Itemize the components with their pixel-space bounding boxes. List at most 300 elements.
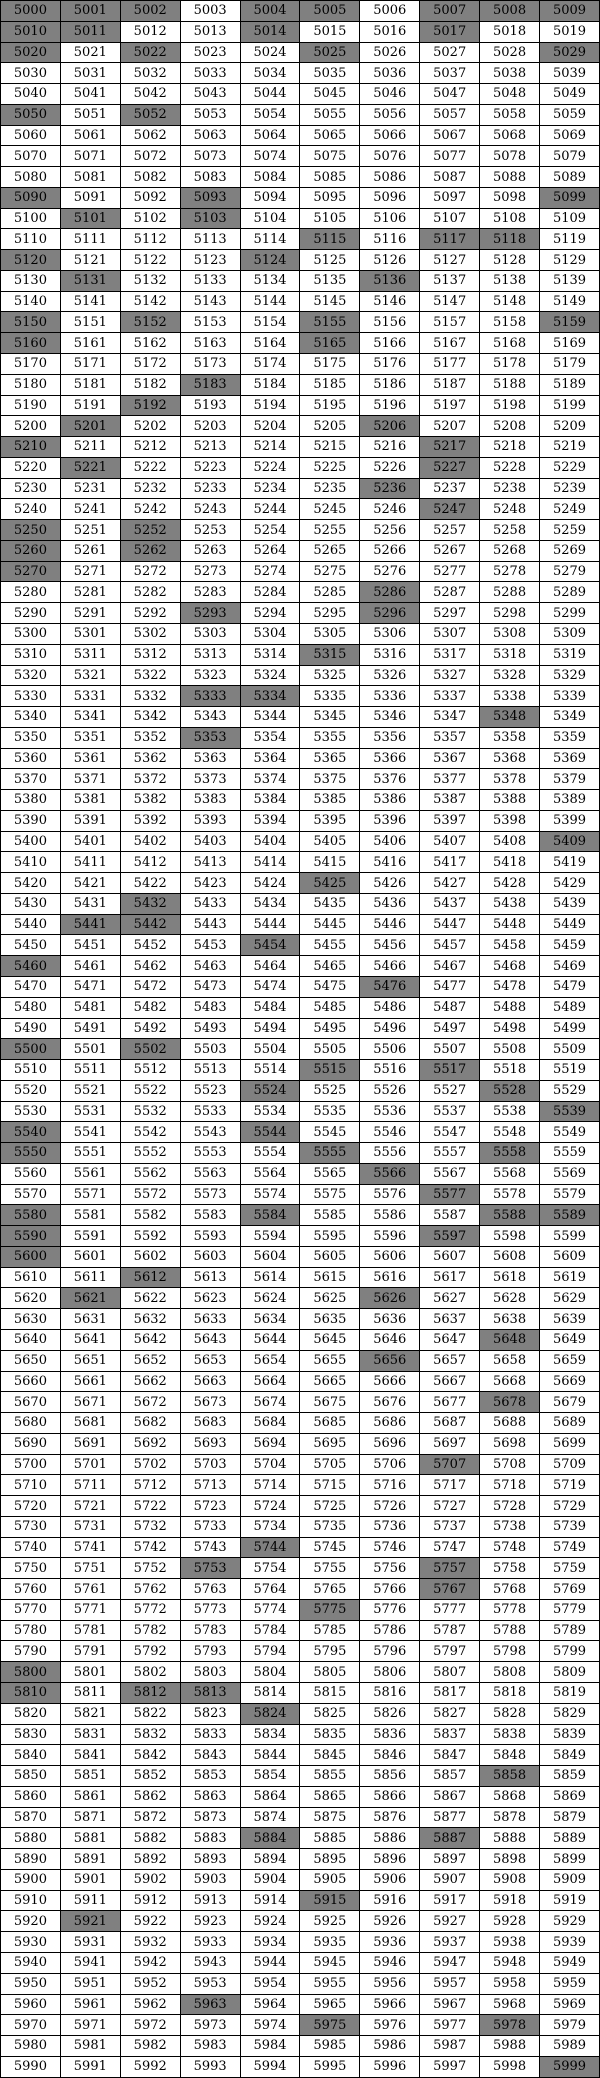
number-cell: 5365 [300,748,360,769]
table-row [1,1662,600,1683]
number-cell: 5994 [240,2056,300,2077]
number-cell: 5176 [360,354,420,375]
number-cell: 5122 [120,250,180,271]
number-cell: 5912 [120,1890,180,1911]
number-cell: 5039 [540,63,600,84]
number-cell: 5223 [180,457,240,478]
number-cell: 5764 [240,1579,300,1600]
number-cell: 5534 [240,1101,300,1122]
number-cell: 5423 [180,873,240,894]
number-cell: 5527 [420,1080,480,1101]
table-row [1,1018,600,1039]
number-cell: 5311 [60,644,120,665]
number-cell: 5273 [180,561,240,582]
number-cell: 5605 [300,1246,360,1267]
number-cell: 5574 [240,1184,300,1205]
number-cell: 5786 [360,1620,420,1641]
number-cell: 5591 [60,1226,120,1247]
number-cell: 5119 [540,229,600,250]
number-cell: 5141 [60,291,120,312]
number-cell: 5626 [360,1288,420,1309]
number-cell: 5284 [240,582,300,603]
number-cell: 5241 [60,499,120,520]
number-cell: 5264 [240,540,300,561]
number-cell: 5360 [1,748,61,769]
number-cell: 5127 [420,250,480,271]
number-cell: 5074 [240,146,300,167]
number-cell: 5779 [540,1599,600,1620]
number-cell: 5794 [240,1641,300,1662]
number-cell: 5868 [480,1786,540,1807]
number-cell: 5875 [300,1807,360,1828]
number-cell: 5402 [120,831,180,852]
number-cell: 5379 [540,769,600,790]
number-cell: 5863 [180,1786,240,1807]
number-cell: 5355 [300,727,360,748]
number-cell: 5706 [360,1454,420,1475]
number-cell: 5227 [420,457,480,478]
number-cell: 5515 [300,1060,360,1081]
number-cell: 5639 [540,1309,600,1330]
number-cell: 5314 [240,644,300,665]
table-row [1,914,600,935]
number-cell: 5567 [420,1163,480,1184]
number-cell: 5606 [360,1246,420,1267]
number-cell: 5546 [360,1122,420,1143]
number-cell: 5735 [300,1516,360,1537]
number-cell: 5191 [60,395,120,416]
number-cell: 5866 [360,1786,420,1807]
number-cell: 5521 [60,1080,120,1101]
table-row [1,852,600,873]
number-cell: 5043 [180,84,240,105]
number-cell: 5494 [240,1018,300,1039]
number-cell: 5492 [120,1018,180,1039]
number-cell: 5103 [180,208,240,229]
number-cell: 5529 [540,1080,600,1101]
number-cell: 5686 [360,1413,420,1434]
number-cell: 5157 [420,312,480,333]
number-cell: 5095 [300,187,360,208]
number-cell: 5472 [120,976,180,997]
number-cell: 5069 [540,125,600,146]
number-cell: 5856 [360,1766,420,1787]
table-row [1,873,600,894]
number-cell: 5217 [420,437,480,458]
number-cell: 5880 [1,1828,61,1849]
number-cell: 5042 [120,84,180,105]
number-cell: 5590 [1,1226,61,1247]
number-cell: 5927 [420,1911,480,1932]
number-cell: 5795 [300,1641,360,1662]
number-cell: 5300 [1,623,61,644]
number-cell: 5457 [420,935,480,956]
number-cell: 5523 [180,1080,240,1101]
number-cell: 5148 [480,291,540,312]
number-cell: 5589 [540,1205,600,1226]
number-cell: 5578 [480,1184,540,1205]
number-cell: 5187 [420,374,480,395]
number-cell: 5535 [300,1101,360,1122]
number-cell: 5394 [240,810,300,831]
table-row [1,540,600,561]
number-cell: 5214 [240,437,300,458]
number-cell: 5171 [60,354,120,375]
number-cell: 5667 [420,1371,480,1392]
number-cell: 5796 [360,1641,420,1662]
number-cell: 5851 [60,1766,120,1787]
number-cell: 5061 [60,125,120,146]
number-cell: 5519 [540,1060,600,1081]
number-cell: 5687 [420,1413,480,1434]
number-cell: 5895 [300,1849,360,1870]
number-cell: 5307 [420,623,480,644]
number-cell: 5219 [540,437,600,458]
number-cell: 5668 [480,1371,540,1392]
number-cell: 5548 [480,1122,540,1143]
number-cell: 5325 [300,665,360,686]
number-cell: 5421 [60,873,120,894]
number-cell: 5947 [420,1952,480,1973]
number-cell: 5320 [1,665,61,686]
number-cell: 5170 [1,354,61,375]
number-cell: 5101 [60,208,120,229]
number-cell: 5329 [540,665,600,686]
number-cell: 5693 [180,1433,240,1454]
number-cell: 5108 [480,208,540,229]
number-cell: 5440 [1,914,61,935]
number-cell: 5990 [1,2056,61,2077]
number-cell: 5278 [480,561,540,582]
number-cell: 5052 [120,104,180,125]
number-cell: 5120 [1,250,61,271]
number-cell: 5580 [1,1205,61,1226]
number-cell: 5748 [480,1537,540,1558]
number-cell: 5943 [180,1952,240,1973]
number-cell: 5251 [60,520,120,541]
number-cell: 5837 [420,1724,480,1745]
table-row [1,1558,600,1579]
number-cell: 5879 [540,1807,600,1828]
number-cell: 5555 [300,1143,360,1164]
number-cell: 5271 [60,561,120,582]
number-cell: 5761 [60,1579,120,1600]
table-row [1,104,600,125]
number-cell: 5020 [1,42,61,63]
table-row [1,582,600,603]
number-cell: 5432 [120,893,180,914]
number-cell: 5791 [60,1641,120,1662]
number-cell: 5336 [360,686,420,707]
number-cell: 5135 [300,270,360,291]
number-cell: 5649 [540,1330,600,1351]
number-cell: 5169 [540,333,600,354]
number-cell: 5134 [240,270,300,291]
number-cell: 5159 [540,312,600,333]
number-cell: 5577 [420,1184,480,1205]
number-cell: 5143 [180,291,240,312]
number-cell: 5799 [540,1641,600,1662]
number-cell: 5933 [180,1932,240,1953]
number-cell: 5979 [540,2015,600,2036]
number-cell: 5354 [240,727,300,748]
number-cell: 5814 [240,1683,300,1704]
number-cell: 5199 [540,395,600,416]
number-cell: 5784 [240,1620,300,1641]
number-cell: 5645 [300,1330,360,1351]
number-cell: 5675 [300,1392,360,1413]
number-cell: 5086 [360,167,420,188]
number-cell: 5487 [420,997,480,1018]
number-cell: 5146 [360,291,420,312]
table-row [1,1454,600,1475]
number-cell: 5575 [300,1184,360,1205]
number-cell: 5384 [240,790,300,811]
number-cell: 5689 [540,1413,600,1434]
number-cell: 5925 [300,1911,360,1932]
number-cell: 5017 [420,21,480,42]
number-cell: 5929 [540,1911,600,1932]
number-cell: 5543 [180,1122,240,1143]
number-cell: 5889 [540,1828,600,1849]
number-cell: 5557 [420,1143,480,1164]
number-cell: 5096 [360,187,420,208]
number-cell: 5841 [60,1745,120,1766]
number-cell: 5776 [360,1599,420,1620]
number-cell: 5353 [180,727,240,748]
number-cell: 5762 [120,1579,180,1600]
number-cell: 5613 [180,1267,240,1288]
number-cell: 5581 [60,1205,120,1226]
number-cell: 5213 [180,437,240,458]
number-cell: 5156 [360,312,420,333]
number-cell: 5499 [540,1018,600,1039]
number-cell: 5931 [60,1932,120,1953]
number-cell: 5252 [120,520,180,541]
number-cell: 5400 [1,831,61,852]
number-cell: 5552 [120,1143,180,1164]
number-cell: 5322 [120,665,180,686]
number-cell: 5294 [240,603,300,624]
number-cell: 5387 [420,790,480,811]
number-cell: 5565 [300,1163,360,1184]
number-cell: 5741 [60,1537,120,1558]
number-cell: 5429 [540,873,600,894]
number-cell: 5060 [1,125,61,146]
number-cell: 5504 [240,1039,300,1060]
number-cell: 5695 [300,1433,360,1454]
number-cell: 5158 [480,312,540,333]
number-cell: 5149 [540,291,600,312]
number-cell: 5087 [420,167,480,188]
number-cell: 5452 [120,935,180,956]
number-cell: 5088 [480,167,540,188]
number-cell: 5097 [420,187,480,208]
number-cell: 5688 [480,1413,540,1434]
number-cell: 5431 [60,893,120,914]
number-cell: 5781 [60,1620,120,1641]
number-cell: 5818 [480,1683,540,1704]
number-cell: 5772 [120,1599,180,1620]
number-cell: 5954 [240,1973,300,1994]
table-row [1,84,600,105]
number-cell: 5545 [300,1122,360,1143]
number-cell: 5456 [360,935,420,956]
number-cell: 5435 [300,893,360,914]
number-cell: 5041 [60,84,120,105]
number-cell: 5090 [1,187,61,208]
number-cell: 5930 [1,1932,61,1953]
table-row [1,291,600,312]
number-cell: 5024 [240,42,300,63]
number-cell: 5883 [180,1828,240,1849]
number-cell: 5570 [1,1184,61,1205]
number-cell: 5319 [540,644,600,665]
number-cell: 5587 [420,1205,480,1226]
number-cell: 5238 [480,478,540,499]
number-cell: 5493 [180,1018,240,1039]
number-cell: 5508 [480,1039,540,1060]
number-cell: 5554 [240,1143,300,1164]
table-row [1,665,600,686]
number-cell: 5914 [240,1890,300,1911]
number-cell: 5833 [180,1724,240,1745]
number-cell: 5785 [300,1620,360,1641]
number-cell: 5882 [120,1828,180,1849]
table-row [1,208,600,229]
number-cell: 5282 [120,582,180,603]
number-cell: 5288 [480,582,540,603]
number-cell: 5641 [60,1330,120,1351]
number-cell: 5471 [60,976,120,997]
number-cell: 5398 [480,810,540,831]
number-cell: 5075 [300,146,360,167]
number-cell: 5909 [540,1869,600,1890]
table-row [1,1309,600,1330]
number-cell: 5413 [180,852,240,873]
number-cell: 5163 [180,333,240,354]
number-cell: 5604 [240,1246,300,1267]
number-cell: 5858 [480,1766,540,1787]
number-cell: 5753 [180,1558,240,1579]
number-cell: 5071 [60,146,120,167]
number-cell: 5995 [300,2056,360,2077]
table-row [1,229,600,250]
number-cell: 5942 [120,1952,180,1973]
number-cell: 5801 [60,1662,120,1683]
number-cell: 5490 [1,1018,61,1039]
number-cell: 5078 [480,146,540,167]
number-cell: 5481 [60,997,120,1018]
number-cell: 5787 [420,1620,480,1641]
number-cell: 5918 [480,1890,540,1911]
number-cell: 5844 [240,1745,300,1766]
number-cell: 5249 [540,499,600,520]
number-cell: 5972 [120,2015,180,2036]
number-cell: 5803 [180,1662,240,1683]
number-cell: 5026 [360,42,420,63]
number-cell: 5318 [480,644,540,665]
number-cell: 5230 [1,478,61,499]
number-cell: 5928 [480,1911,540,1932]
number-cell: 5597 [420,1226,480,1247]
number-cell: 5715 [300,1475,360,1496]
number-cell: 5705 [300,1454,360,1475]
number-cell: 5983 [180,2036,240,2057]
number-cell: 5915 [300,1890,360,1911]
number-cell: 5601 [60,1246,120,1267]
number-cell: 5986 [360,2036,420,2057]
table-row [1,1060,600,1081]
number-cell: 5583 [180,1205,240,1226]
number-cell: 5349 [540,707,600,728]
number-cell: 5984 [240,2036,300,2057]
table-row [1,1122,600,1143]
number-cell: 5993 [180,2056,240,2077]
number-cell: 5904 [240,1869,300,1890]
number-cell: 5806 [360,1662,420,1683]
table-row [1,748,600,769]
number-cell: 5190 [1,395,61,416]
number-cell: 5647 [420,1330,480,1351]
number-cell: 5306 [360,623,420,644]
number-cell: 5739 [540,1516,600,1537]
table-row [1,21,600,42]
number-cell: 5032 [120,63,180,84]
number-cell: 5403 [180,831,240,852]
number-cell: 5729 [540,1496,600,1517]
number-cell: 5287 [420,582,480,603]
number-cell: 5870 [1,1807,61,1828]
number-cell: 5201 [60,416,120,437]
number-cell: 5992 [120,2056,180,2077]
number-cell: 5643 [180,1330,240,1351]
number-cell: 5828 [480,1703,540,1724]
number-cell: 5054 [240,104,300,125]
number-cell: 5179 [540,354,600,375]
number-cell: 5203 [180,416,240,437]
number-cell: 5359 [540,727,600,748]
number-cell: 5966 [360,1994,420,2015]
number-cell: 5802 [120,1662,180,1683]
number-cell: 5869 [540,1786,600,1807]
number-cell: 5982 [120,2036,180,2057]
number-cell: 5012 [120,21,180,42]
table-row [1,333,600,354]
number-cell: 5204 [240,416,300,437]
number-cell: 5637 [420,1309,480,1330]
number-cell: 5098 [480,187,540,208]
table-row [1,1869,600,1890]
number-cell: 5599 [540,1226,600,1247]
number-cell: 5813 [180,1683,240,1704]
number-cell: 5536 [360,1101,420,1122]
number-cell: 5207 [420,416,480,437]
number-cell: 5593 [180,1226,240,1247]
number-cell: 5896 [360,1849,420,1870]
number-cell: 5952 [120,1973,180,1994]
table-row [1,457,600,478]
number-cell: 5697 [420,1433,480,1454]
number-cell: 5872 [120,1807,180,1828]
number-cell: 5654 [240,1350,300,1371]
number-cell: 5579 [540,1184,600,1205]
number-cell: 5044 [240,84,300,105]
number-cell: 5571 [60,1184,120,1205]
number-cell: 5862 [120,1786,180,1807]
number-cell: 5588 [480,1205,540,1226]
number-cell: 5279 [540,561,600,582]
